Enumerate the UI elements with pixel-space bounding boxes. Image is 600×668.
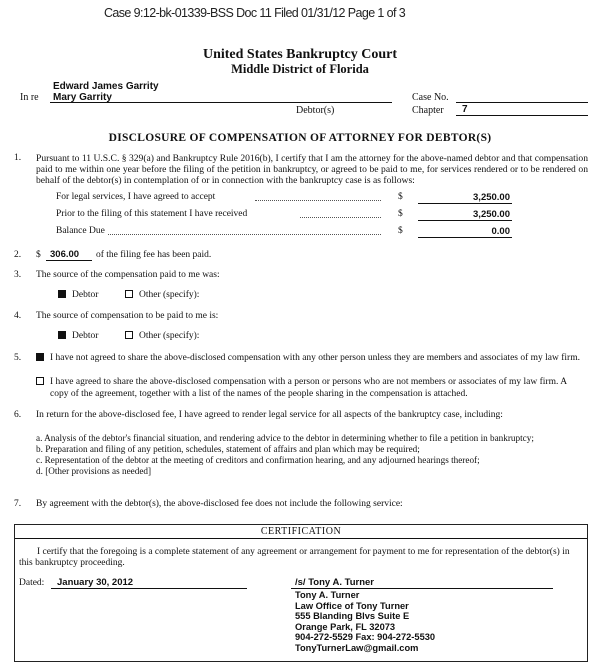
checkbox-empty-icon[interactable] [125,290,133,298]
option-label: Debtor [72,331,99,341]
item3-debtor-option[interactable] [58,290,98,300]
signature-date: January 30, 2012 [57,577,134,588]
fee-row-amount: 3,250.00 [473,209,510,220]
fee-row-amount: 0.00 [491,226,510,237]
attorney-firm: Law Office of Tony Turner [295,600,409,611]
case-stamp: Case 9:12-bk-01339-BSS Doc 11 Filed 01/31/12 Page 1 of 3 [104,6,406,20]
item7-number: 7. [14,499,22,509]
court-name: United States Bankruptcy Court [202,47,398,62]
service-list-item: d. [Other provisions as needed] [36,466,152,476]
attorney-signature: /s/ Tony A. Turner [295,577,374,588]
checkbox-checked-icon[interactable] [36,353,44,361]
debtor-underline [50,102,392,103]
chapter-label: Chapter [412,105,444,116]
fee-row-label: For legal services, I have agreed to accept [56,192,216,202]
case-no-line [456,102,588,103]
fee-row-currency: $ [398,209,403,219]
checkbox-empty-icon[interactable] [36,377,44,385]
filing-fee-underline [46,260,92,261]
item5-option-share-cont: copy of the agreement, together with a list of the names of the people sharing in the compensation is attached. [50,389,468,399]
debtor-name-1: Edward James Garrity [53,81,159,92]
item1-number: 1. [14,153,22,163]
option-label: I have not agreed to share the above-disclosed compensation with any other person unless they are members and associates of my law firm. [50,353,580,363]
in-re-label: In re [20,92,39,103]
option-label: Debtor [72,290,99,300]
service-list-item: c. Representation of the debtor at the meeting of creditors and confirmation hearing, and any adjourned hearings thereof; [36,455,480,465]
document-title: DISCLOSURE OF COMPENSATION OF ATTORNEY FOR DEBTOR(S) [108,132,492,144]
court-district: Middle District of Florida [231,62,369,76]
fee-row-amount: 3,250.00 [473,192,510,203]
attorney-city: Orange Park, FL 32073 [295,621,396,632]
option-label: I have agreed to share the above-disclosed compensation with a person or persons who are not members or associates of my law firm. A [50,377,568,387]
attorney-email: TonyTurnerLaw@gmail.com [295,642,419,653]
item4-text: The source of compensation to be paid to me is: [36,311,219,321]
amount-underline [418,203,512,204]
debtors-label: Debtor(s) [296,105,335,116]
certification-heading: CERTIFICATION [260,526,342,537]
item5-option-not-share[interactable] [36,353,580,363]
fee-row-currency: $ [398,192,403,202]
fee-row-currency: $ [398,226,403,236]
fee-row-label: Prior to the filing of this statement I have received [56,209,248,219]
attorney-name: Tony A. Turner [295,590,360,600]
item3-text: The source of the compensation paid to me was: [36,270,220,280]
amount-underline [418,237,512,238]
item2-number: 2. [14,250,22,260]
leader-dots [300,217,381,218]
fee-row-label: Balance Due [56,226,105,236]
item5-option-share[interactable] [36,377,567,387]
debtor-name-2: Mary Garrity [53,92,112,103]
dated-label: Dated: [19,578,45,588]
item4-number: 4. [14,311,22,321]
leader-dots [255,200,381,201]
item5-number: 5. [14,353,22,363]
checkbox-empty-icon[interactable] [125,331,133,339]
item6-number: 6. [14,410,22,420]
item2-text: of the filing fee has been paid. [96,250,212,260]
attorney-phone: 904-272-5529 Fax: 904-272-5530 [295,632,436,643]
service-list-item: a. Analysis of the debtor's financial situation, and rendering advice to the debtor in determining whether to file a petition in bankruptcy; [36,433,534,443]
item2-currency: $ [36,250,41,260]
certification-divider [15,538,587,539]
item7-text: By agreement with the debtor(s), the above-disclosed fee does not include the following service: [36,499,403,509]
chapter-value: 7 [462,104,468,115]
chapter-line [456,115,588,116]
item3-other-option[interactable] [125,290,199,300]
certification-text-cont: this bankruptcy proceeding. [19,558,125,568]
amount-underline [418,220,512,221]
service-list-item: b. Preparation and filing of any petition, schedules, statement of affairs and plan which may be required; [36,444,420,454]
date-underline [51,588,247,589]
item4-debtor-option[interactable] [58,331,98,341]
leader-dots [108,234,381,235]
attorney-block [295,590,435,654]
certification-box [14,524,588,662]
item4-other-option[interactable] [125,331,199,341]
item3-number: 3. [14,270,22,280]
option-label: Other (specify): [139,331,200,341]
item6-text: In return for the above-disclosed fee, I have agreed to render legal service for all aspects of the bankruptcy case, including: [36,410,503,420]
certification-text: I certify that the foregoing is a complete statement of any agreement or arrangement for payment to me for representation of the debtor(s) in [37,547,570,557]
checkbox-checked-icon[interactable] [58,331,66,339]
item1-text: Pursuant to 11 U.S.C. § 329(a) and Bankruptcy Rule 2016(b), I certify that I am the attorney for the above-named debtor and that compensation paid to me within one year before the filing of the petition in bankruptcy, or agreed to be paid to me, for services rendered or to be rendered on behalf of the debtor(s) in contemplation of or in connection with the bankruptcy case is as follows: [36,153,588,187]
case-no-label: Case No. [412,92,449,103]
signature-underline [291,588,553,589]
checkbox-checked-icon[interactable] [58,290,66,298]
filing-fee-amount: 306.00 [50,249,80,260]
attorney-address: 555 Blanding Blvs Suite E [295,611,410,622]
option-label: Other (specify): [139,290,200,300]
